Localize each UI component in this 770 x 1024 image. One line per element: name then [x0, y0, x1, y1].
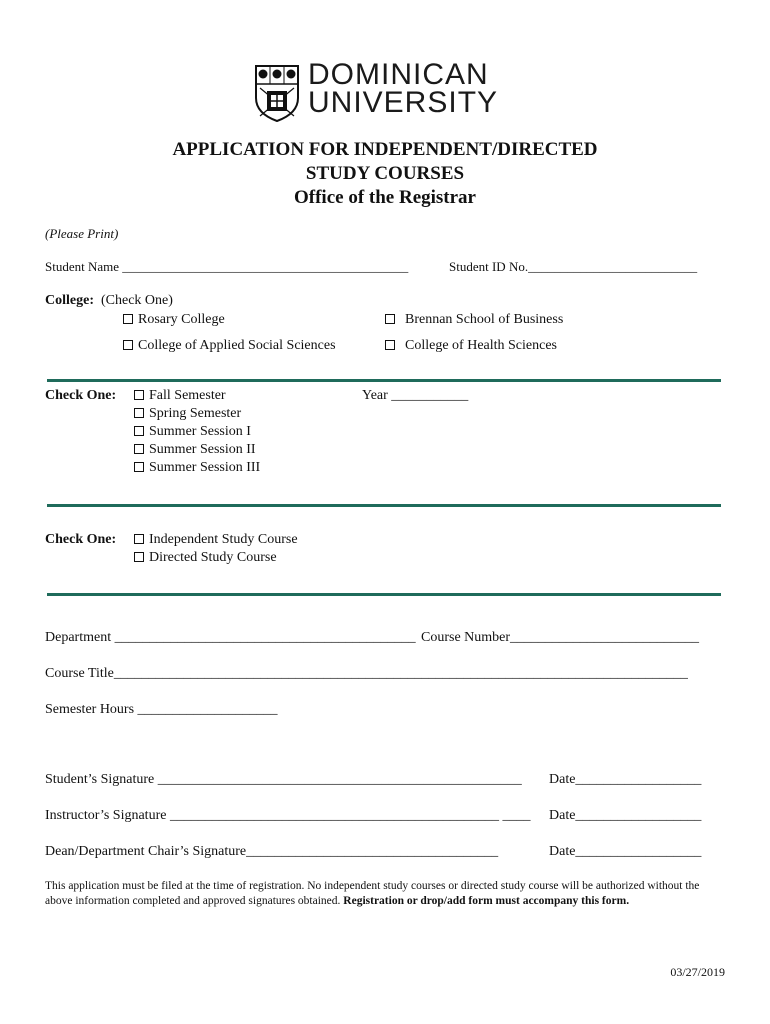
term-check-label: Check One:: [45, 388, 117, 403]
college-option-label: College of Health Sciences: [405, 338, 558, 353]
checkbox-icon[interactable]: [134, 552, 144, 562]
semester-hours-field[interactable]: Semester Hours ____________________: [45, 702, 278, 717]
checkbox-icon[interactable]: [134, 408, 144, 418]
year-field[interactable]: Year ___________: [362, 388, 469, 403]
university-name-line1: DOMINICAN: [308, 58, 489, 91]
college-option-label: Rosary College: [138, 312, 225, 327]
checkbox-icon[interactable]: [123, 340, 133, 350]
college-option-label: College of Applied Social Sciences: [138, 338, 336, 353]
checkbox-icon[interactable]: [134, 462, 144, 472]
type-option-label: Directed Study Course: [149, 550, 277, 565]
student-name-field[interactable]: Student Name ____________________________________________: [45, 259, 409, 274]
term-option-label: Summer Session I: [149, 424, 251, 439]
college-option-applied-social[interactable]: [123, 338, 336, 354]
section-divider: [47, 379, 721, 382]
type-option-independent[interactable]: [134, 532, 298, 548]
footer-note-text: This application must be filed at the time of registration. No independent study courses or directed study course will be authorized without the above information completed and approved signatures obtained.: [45, 880, 700, 907]
section-divider: [47, 593, 721, 596]
form-title-line1: APPLICATION FOR INDEPENDENT/DIRECTED: [172, 139, 598, 160]
footer-note: [45, 879, 725, 909]
checkbox-icon[interactable]: [134, 426, 144, 436]
term-option-summer-3[interactable]: [134, 460, 260, 476]
university-name-line2: UNIVERSITY: [308, 86, 499, 119]
student-id-field[interactable]: Student ID No.__________________________: [449, 259, 698, 274]
dean-signature-date-field[interactable]: Date__________________: [549, 844, 702, 859]
college-section-label: [45, 293, 173, 309]
term-option-fall[interactable]: [134, 388, 226, 404]
university-logo: [254, 58, 524, 124]
student-signature-date-field[interactable]: Date__________________: [549, 772, 702, 787]
college-label: College:: [45, 293, 94, 308]
dean-signature-field[interactable]: Dean/Department Chair’s Signature____________________________________: [45, 844, 499, 859]
term-option-label: Summer Session II: [149, 442, 256, 457]
college-option-brennan[interactable]: [385, 312, 563, 328]
instructor-signature-field[interactable]: Instructor’s Signature _______________________________________________ ____: [45, 808, 531, 823]
instructor-signature-date-field[interactable]: Date__________________: [549, 808, 702, 823]
college-option-health[interactable]: [385, 338, 557, 354]
student-signature-field[interactable]: Student’s Signature ____________________________________________________: [45, 772, 522, 787]
please-print-note: (Please Print): [45, 226, 119, 241]
term-option-summer-1[interactable]: [134, 424, 251, 440]
type-option-label: Independent Study Course: [149, 532, 298, 547]
crest-icon: [254, 64, 300, 122]
college-hint: (Check One): [100, 293, 173, 308]
college-option-rosary[interactable]: [123, 312, 225, 328]
term-option-summer-2[interactable]: [134, 442, 256, 458]
term-option-label: Spring Semester: [149, 406, 242, 421]
checkbox-icon[interactable]: [385, 314, 395, 324]
checkbox-icon[interactable]: [123, 314, 133, 324]
checkbox-icon[interactable]: [134, 534, 144, 544]
checkbox-icon[interactable]: [385, 340, 395, 350]
course-title-field[interactable]: Course Title__________________________________________________________________________________: [45, 666, 688, 681]
term-option-label: Summer Session III: [149, 460, 261, 475]
department-field[interactable]: Department ___________________________________________: [45, 630, 416, 645]
college-option-label: Brennan School of Business: [405, 312, 564, 327]
revision-date: 03/27/2019: [670, 965, 725, 979]
course-type-check-label: Check One:: [45, 532, 117, 547]
section-divider: [47, 504, 721, 507]
checkbox-icon[interactable]: [134, 444, 144, 454]
footer-note-bold: Registration or drop/add form must accompany this form.: [343, 895, 630, 907]
term-option-spring[interactable]: [134, 406, 241, 422]
form-title-line2: STUDY COURSES: [305, 163, 465, 184]
form-subtitle: Office of the Registrar: [293, 187, 476, 208]
checkbox-icon[interactable]: [134, 390, 144, 400]
type-option-directed[interactable]: [134, 550, 277, 566]
university-name: [308, 58, 499, 119]
course-number-field[interactable]: Course Number___________________________: [421, 630, 700, 645]
term-option-label: Fall Semester: [149, 388, 226, 403]
